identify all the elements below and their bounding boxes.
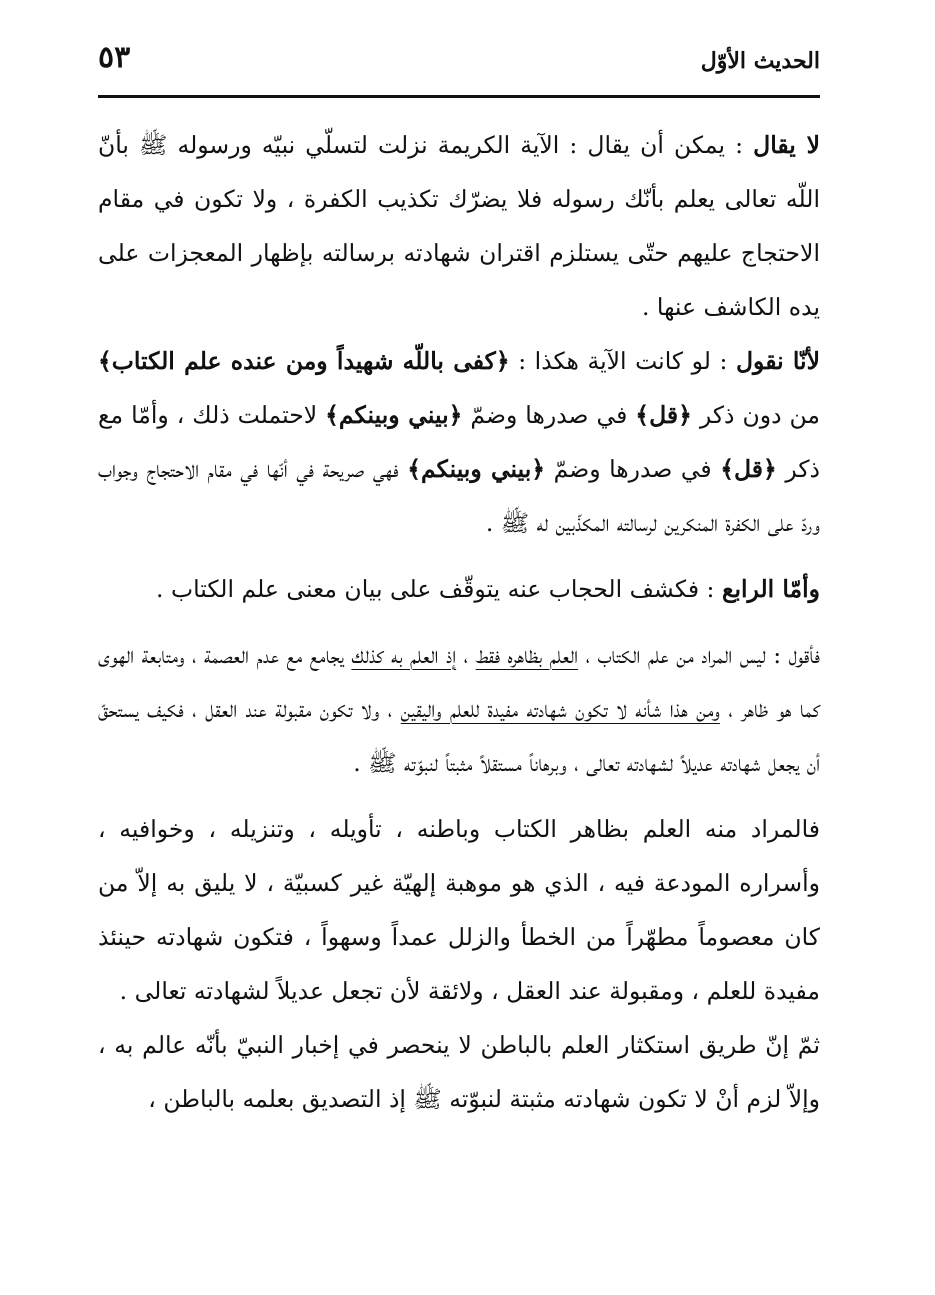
paragraph-text: ثمّ إنّ طريق استكثار العلم بالباطن لا ينحصر في إخبار النبيّ بأنّه عالم به ، وإلاّ لزم أنْ لا تكون شهادته مثبتة لنبوّته ﷺ إذ التصديق بعلمه بالباطن ،	[98, 1031, 820, 1113]
page-body	[98, 118, 820, 1126]
paragraph-text: ، ولا تكون مقبولة عند العقل ، فكيف يستحقّ أن يجعل شهادته عديلاً لشهادته تعالى ، وبرهاناً مستقلاً مثبتاً لنبوّته ﷺ .	[98, 695, 820, 777]
paragraph-text: يجامع مع عدم العصمة ، ومتابعة الهوى كما هو ظاهر ،	[98, 641, 820, 723]
paragraph-text: من دون ذكر	[691, 401, 821, 429]
paragraph-text: : يمكن أن يقال : الآية الكريمة نزلت لتسلّي نبيّه ورسوله ﷺ بأنّ اللّه تعالى يعلم بأنّك رسوله فلا يضرّك تكذيب الكفرة ، ولا تكون في مقام الاحتجاج عليهم حتّى يستلزم اقتران شهادته برسالته بإظهار المعجزات على يده الكاشف عنها .	[98, 131, 820, 321]
paragraph-text: فهي صريحة في أنّها في مقام الاحتجاج وجواب وردّ على الكفرة المنكرين لرسالته المكذّبين له ﷺ .	[98, 455, 820, 537]
running-header	[98, 40, 820, 90]
paragraph-meaning	[98, 802, 820, 1018]
paragraph-text: فالمراد منه العلم بظاهر الكتاب وباطنه ، تأويله ، وتنزيله ، وخوافيه ، وأسراره المودعة فيه ، الذي هو موهبة إلهيّة غير كسبيّة ، لا يليق به إلاّ من كان معصوماً مطهّراً من الخطأ والزلل عمداً وسهواً ، فتكون شهادته حينئذ مفيدة للعلم ، ومقبولة عند العقل ، ولائقة لأن تجعل عديلاً لشهادته تعالى .	[98, 815, 820, 1005]
paragraph-reply	[98, 334, 820, 550]
underlined-text: العلم بظاهره فقط	[475, 641, 579, 669]
paragraph-continuation	[98, 1018, 820, 1126]
paragraph-text: في صدرها وضمّ	[462, 401, 636, 429]
page-number: ٥٣	[98, 40, 131, 75]
quran-quote: ﴿كفى باللّه شهيداً ومن عنده علم الكتاب﴾	[98, 347, 510, 375]
paragraph-text: : فكشف الحجاب عنه يتوقّف على بيان معنى علم الكتاب .	[156, 575, 722, 603]
paragraph-lead: وأمّا الرابع	[721, 575, 820, 603]
paragraph-objection	[98, 118, 820, 334]
quran-quote: ﴿بيني وبينكم﴾	[407, 455, 546, 483]
quran-quote: ﴿بيني وبينكم﴾	[325, 401, 463, 429]
underlined-text: ومن هذا شأنه لا تكون شهادته مفيدة للعلم واليقين	[400, 695, 720, 723]
chapter-title: الحديث الأوّل	[700, 48, 820, 74]
paragraph-text: : لو كانت الآية هكذا :	[509, 347, 736, 375]
paragraph-text: فأقول : ليس المراد من علم الكتاب ،	[578, 641, 820, 669]
underlined-text: إذ العلم به كذلك	[351, 641, 457, 669]
quran-quote: ﴿قل﴾	[720, 455, 777, 483]
paragraph-text: لاحتملت ذلك ، وأمّا مع ذكر	[98, 401, 820, 483]
paragraph-lead: لا يقال	[753, 131, 820, 159]
paragraph-text: في صدرها وضمّ	[545, 455, 721, 483]
paragraph-text: ،	[456, 641, 476, 669]
header-divider	[98, 95, 820, 98]
quran-quote: ﴿قل﴾	[635, 401, 692, 429]
paragraph-fourth	[98, 562, 820, 616]
paragraph-lead: لأنّا نقول	[735, 347, 821, 375]
paragraph-answer	[98, 628, 820, 790]
